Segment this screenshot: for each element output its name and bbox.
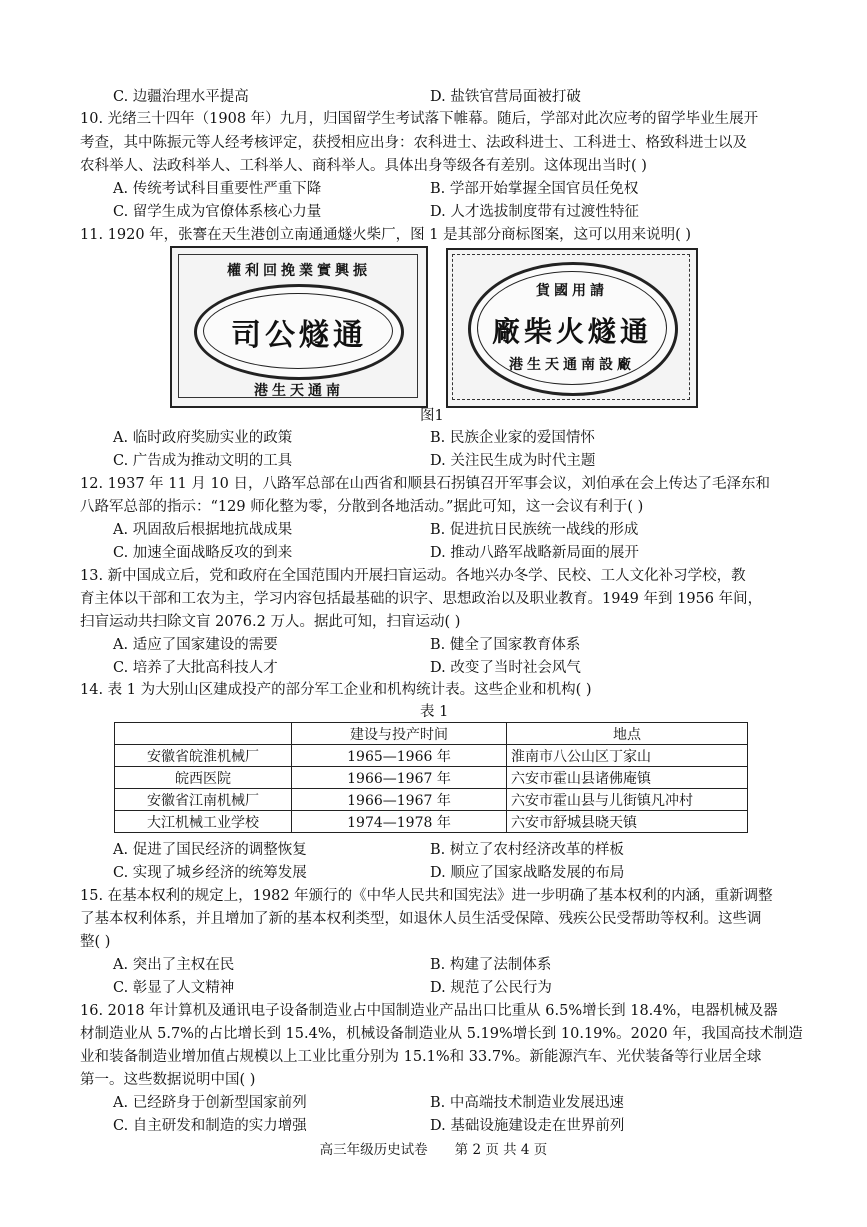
- matchbox-label-left: [170, 246, 428, 408]
- table-header-cell: 地点: [507, 723, 748, 745]
- table-header-cell: [115, 723, 292, 745]
- q14-option-a: A. 促进了国民经济的调整恢复: [113, 842, 307, 858]
- q14-option-d: D. 顺应了国家战略发展的布局: [430, 865, 625, 881]
- q15-option-a: A. 突出了主权在民: [113, 957, 235, 973]
- q13-option-c: C. 培养了大批高科技人才: [113, 660, 278, 676]
- label-left-bottom-text: 港生天通南: [254, 383, 344, 399]
- q13-stem-line1: 13. 新中国成立后，党和政府在全国范围内开展扫盲运动。各地兴办冬学、民校、工人文化补习学校，教: [80, 568, 746, 584]
- table-cell: 大江机械工业学校: [115, 811, 292, 833]
- q15-stem-line1: 15. 在基本权利的规定上，1982 年颁行的《中华人民共和国宪法》进一步明确了基本权利的内涵，重新调整: [80, 888, 773, 904]
- table-cell: 六安市舒城县晓天镇: [507, 811, 748, 833]
- label-right-center-text: 廠柴火燧通: [491, 315, 652, 348]
- table-row: [115, 767, 748, 789]
- q16-option-a: A. 已经跻身于创新型国家前列: [113, 1095, 307, 1111]
- q10-option-c: C. 留学生成为官僚体系核心力量: [113, 204, 322, 220]
- q15-option-d: D. 规范了公民行为: [430, 980, 552, 996]
- q9-option-d: D. 盐铁官营局面被打破: [430, 89, 581, 105]
- table-cell: 1974—1978 年: [292, 811, 507, 833]
- matchbox-label-right: [446, 248, 698, 408]
- q10-stem-line3: 农科举人、法政科举人、工科举人、商科举人。具体出身等级各有差别。这体现出当时( ): [80, 158, 647, 174]
- table-row: [115, 811, 748, 833]
- q9-option-c: C. 边疆治理水平提高: [113, 89, 249, 105]
- q11-option-d: D. 关注民生成为时代主题: [430, 453, 596, 469]
- q11-stem-line1: 11. 1920 年，张謇在天生港创立南通通燧火柴厂，图 1 是其部分商标图案，这可以用来说明( ): [80, 227, 692, 243]
- q10-option-d: D. 人才选拔制度带有过渡性特征: [430, 204, 639, 220]
- table-cell: 安徽省江南机械厂: [115, 789, 292, 811]
- q16-stem-line3: 业和装备制造业增加值占规模以上工业比重分别为 15.1%和 33.7%。新能源汽车、光伏装备等行业居全球: [80, 1049, 762, 1065]
- q15-stem-line2: 了基本权利体系，并且增加了新的基本权利类型，如退休人员生活受保障、残疾公民受帮助等权利。这些调: [80, 911, 762, 927]
- table-cell: 1966—1967 年: [292, 767, 507, 789]
- q12-option-c: C. 加速全面战略反攻的到来: [113, 545, 293, 561]
- q15-option-c: C. 彰显了人文精神: [113, 980, 235, 996]
- table-cell: 六安市霍山县诸佛庵镇: [507, 767, 748, 789]
- q14-option-b: B. 树立了农村经济改革的样板: [430, 842, 624, 858]
- q14-stem-line1: 14. 表 1 为大别山区建成投产的部分军工企业和机构统计表。这些企业和机构( ): [80, 682, 592, 698]
- table-header-row: [115, 723, 748, 745]
- q12-stem-line1: 12. 1937 年 11 月 10 日，八路军总部在山西省和顺县石拐镇召开军事会议，刘伯承在会上传达了毛泽东和: [80, 476, 771, 492]
- q11-option-b: B. 民族企业家的爱国情怀: [430, 430, 595, 446]
- q10-stem-line1: 10. 光绪三十四年（1908 年）九月，归国留学生考试落下帷幕。随后，学部对此次应考的留学毕业生展开: [80, 111, 759, 127]
- q16-option-b: B. 中高端技术制造业发展迅速: [430, 1095, 624, 1111]
- q16-stem-line4: 第一。这些数据说明中国( ): [80, 1072, 256, 1088]
- label-left-center-text: 司公燧通: [231, 318, 367, 353]
- table-row: [115, 789, 748, 811]
- label-right-top-text: 貨國用請: [536, 283, 608, 299]
- table-cell: 皖西医院: [115, 767, 292, 789]
- table-cell: 六安市霍山县与儿街镇凡冲村: [507, 789, 748, 811]
- q13-option-a: A. 适应了国家建设的需要: [113, 637, 278, 653]
- q13-option-d: D. 改变了当时社会风气: [430, 660, 581, 676]
- table-cell: 淮南市八公山区丁家山: [507, 745, 748, 767]
- q13-stem-line2: 育主体以干部和工农为主，学习内容包括最基础的识字、思想政治以及职业教育。1949 年到 1956 年间，: [80, 591, 763, 607]
- q12-option-d: D. 推动八路军战略新局面的展开: [430, 545, 639, 561]
- table-cell: 安徽省皖淮机械厂: [115, 745, 292, 767]
- q12-option-b: B. 促进抗日民族统一战线的形成: [430, 522, 639, 538]
- q13-stem-line3: 扫盲运动共扫除文盲 2076.2 万人。据此可知，扫盲运动( ): [80, 614, 461, 630]
- military-enterprises-table: [114, 722, 748, 833]
- q10-option-a: A. 传统考试科目重要性严重下降: [113, 181, 322, 197]
- q15-option-b: B. 构建了法制体系: [430, 957, 552, 973]
- table-header-cell: 建设与投产时间: [292, 723, 507, 745]
- q16-stem-line1: 16. 2018 年计算机及通讯电子设备制造业占中国制造业产品出口比重从 6.5%增长到 18.4%，电器机械及器: [80, 1003, 778, 1019]
- q16-stem-line2: 材制造业从 5.7%的占比增长到 15.4%，机械设备制造业从 5.19%增长到 10.19%。2020 年，我国高技术制造: [80, 1026, 803, 1042]
- q15-stem-line3: 整( ): [80, 934, 111, 950]
- figure-caption: 图1: [420, 408, 444, 424]
- page-footer: 高三年级历史试卷 第 2 页 共 4 页: [319, 1142, 548, 1158]
- q13-option-b: B. 健全了国家教育体系: [430, 637, 581, 653]
- q10-stem-line2: 考查，其中陈振元等人经考核评定，获授相应出身：农科进士、法政科进士、工科进士、格致科进士以及: [80, 135, 747, 151]
- q11-option-a: A. 临时政府奖励实业的政策: [113, 430, 293, 446]
- q14-option-c: C. 实现了城乡经济的统筹发展: [113, 865, 307, 881]
- table-cell: 1966—1967 年: [292, 789, 507, 811]
- table-row: [115, 745, 748, 767]
- label-left-top-text: 權利回挽業實興振: [227, 263, 371, 279]
- q10-option-b: B. 学部开始掌握全国官员任免权: [430, 181, 639, 197]
- table-title: 表 1: [420, 704, 449, 720]
- q12-option-a: A. 巩固敌后根据地抗战成果: [113, 522, 293, 538]
- label-right-bottom-text: 港生天通南設廠: [509, 357, 635, 373]
- q12-stem-line2: 八路军总部的指示：“129 师化整为零，分散到各地活动。”据此可知，这一会议有利于( ): [80, 499, 644, 515]
- q16-option-c: C. 自主研发和制造的实力增强: [113, 1118, 307, 1134]
- table-cell: 1965—1966 年: [292, 745, 507, 767]
- q11-option-c: C. 广告成为推动文明的工具: [113, 453, 293, 469]
- q16-option-d: D. 基础设施建设走在世界前列: [430, 1118, 625, 1134]
